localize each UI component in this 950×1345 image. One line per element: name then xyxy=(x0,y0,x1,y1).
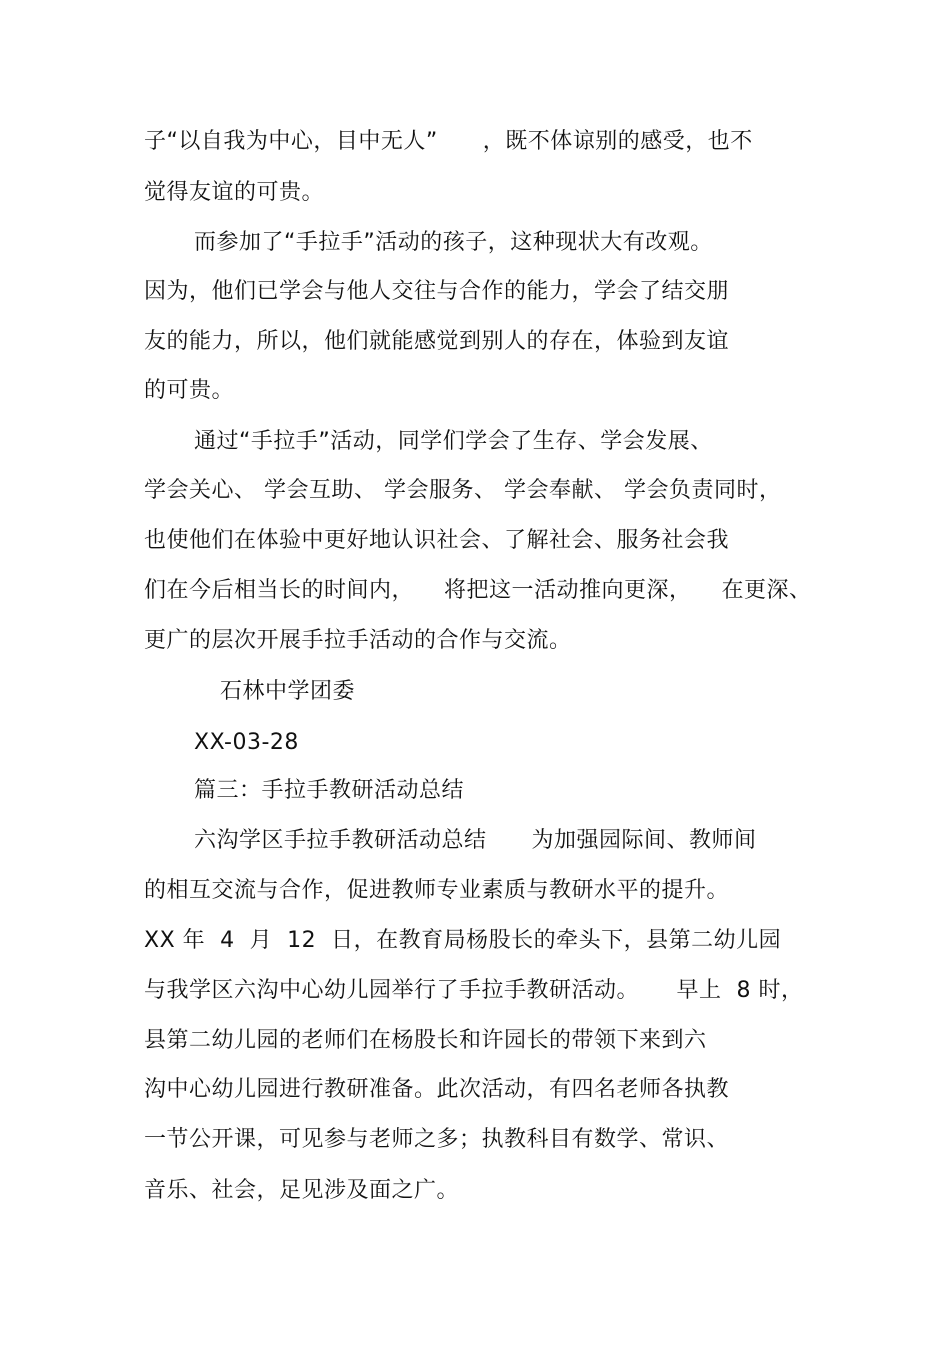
text-line: 也使他们在体验中更好地认识社会、了解社会、服务社会我 xyxy=(144,528,730,553)
text-line: 一节公开课，可见参与老师之多；执教科目有数学、常识、 xyxy=(144,1127,730,1152)
signature-organization: 石林中学团委 xyxy=(220,679,356,704)
text-line: 而参加了“手拉手”活动的孩子，这种现状大有改观。 xyxy=(194,230,713,255)
text-line: 音乐、社会，足见涉及面之广。 xyxy=(144,1178,460,1203)
text-line: 的相互交流与合作，促进教师专业素质与教研水平的提升。 xyxy=(144,878,730,903)
text-line: 与我学区六沟中心幼儿园举行了手拉手教研活动。 早上 8 时， xyxy=(144,978,804,1003)
text-line: 友的能力，所以，他们就能感觉到别人的存在，体验到友谊 xyxy=(144,329,730,354)
text-line: 们在今后相当长的时间内， 将把这一活动推向更深， 在更深、 xyxy=(144,578,812,603)
text-line: 六沟学区手拉手教研活动总结 为加强园际间、教师间 xyxy=(194,828,757,853)
text-line: 更广的层次开展手拉手活动的合作与交流。 xyxy=(144,628,572,653)
text-line: 通过“手拉手”活动，同学们学会了生存、学会发展、 xyxy=(194,429,713,454)
text-line: XX 年 4 月 12 日，在教育局杨股长的牵头下，县第二幼儿园 xyxy=(144,928,782,953)
text-line: 因为，他们已学会与他人交往与合作的能力，学会了结交朋 xyxy=(144,279,730,304)
signature-date: XX-03-28 xyxy=(194,730,299,755)
text-line: 沟中心幼儿园进行教研准备。此次活动，有四名老师各执教 xyxy=(144,1077,730,1102)
text-line: 觉得友谊的可贵。 xyxy=(144,180,325,205)
text-line: 学会关心、 学会互助、 学会服务、 学会奉献、 学会负责同时， xyxy=(144,478,782,503)
text-line: 的可贵。 xyxy=(144,378,235,403)
text-line: 县第二幼儿园的老师们在杨股长和许园长的带领下来到六 xyxy=(144,1028,707,1053)
section-heading: 篇三：手拉手教研活动总结 xyxy=(194,778,465,803)
text-line: 子“以自我为中心，目中无人” ，既不体谅别的感受，也不 xyxy=(144,129,753,154)
